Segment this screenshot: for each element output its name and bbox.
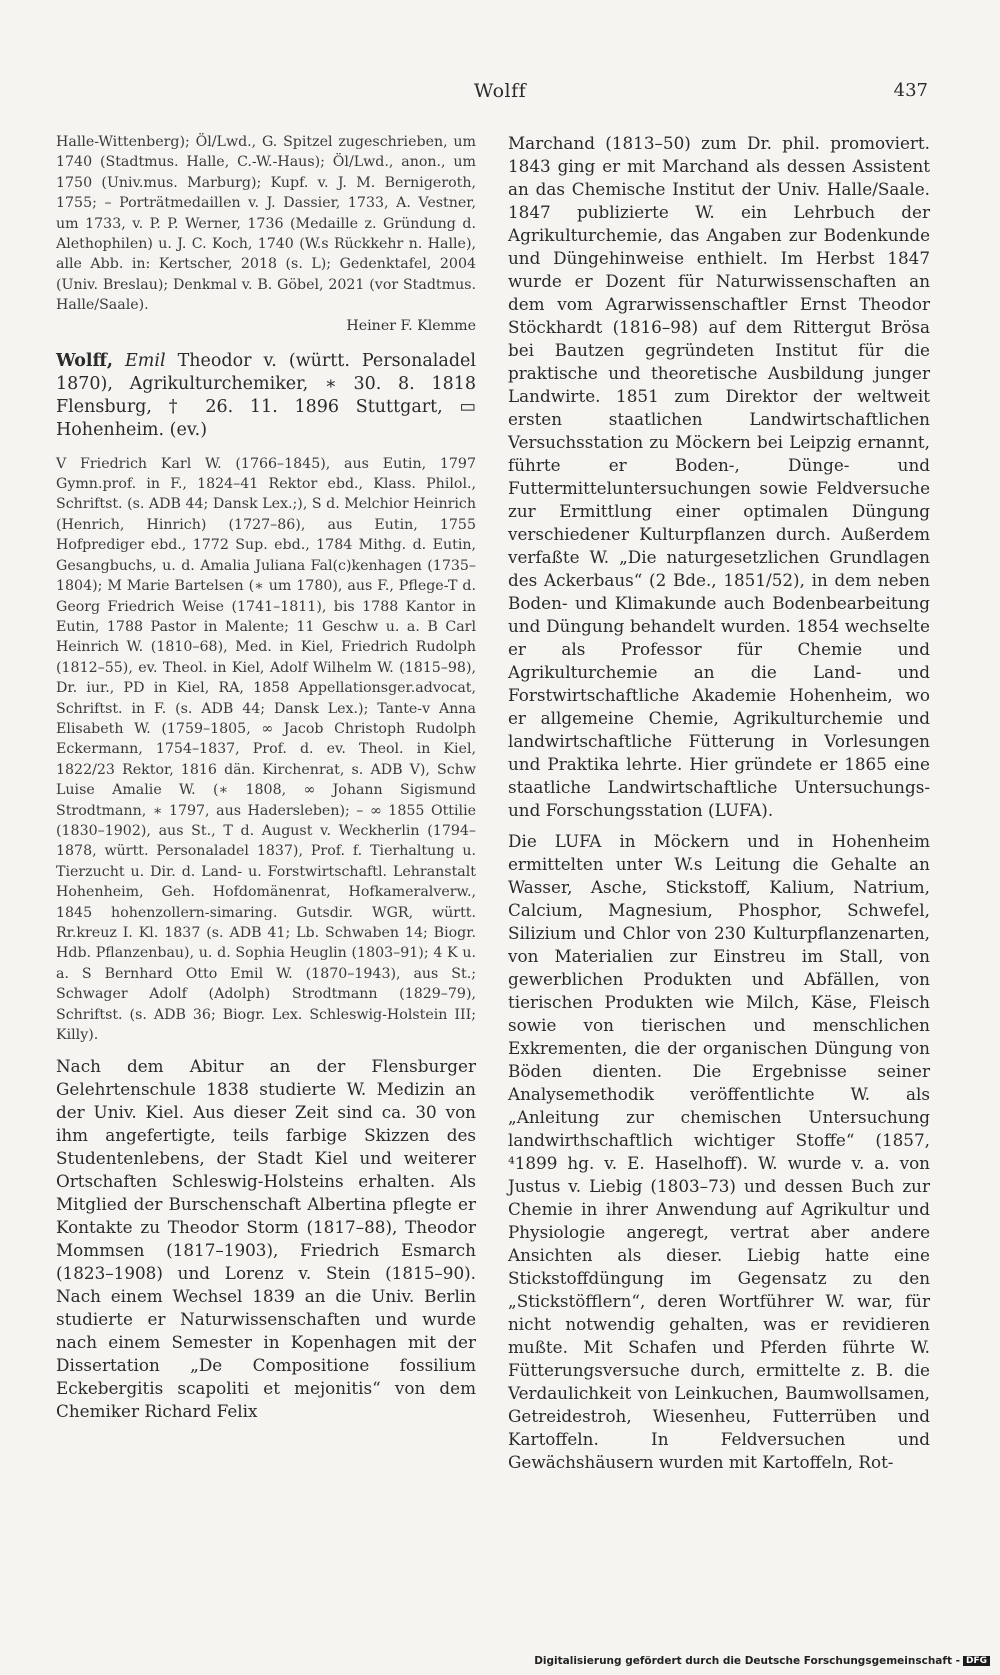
credit-text: Digitalisierung gefördert durch die Deutsche Forschungsgemeinschaft - [534, 1655, 960, 1667]
left-body [56, 1055, 476, 1423]
dfg-logo: DFG [963, 1656, 990, 1666]
digitization-credit [534, 1655, 990, 1667]
previous-entry-text: Halle-Wittenberg); Öl/Lwd., G. Spitzel zugeschrieben, um 1740 (Stadtmus. Halle, C.-W.-Haus); Öl/Lwd., anon., um 1750 (Univ.mus. Marburg); Kupf. v. J. M. Bernigeroth, 1755; – Porträtmedaillen v. J. Dassier, 1733, A. Vestner, um 1733, v. P. P. Werner, 1736 (Medaille z. Gründung d. Alethophilen) u. J. C. Koch, 1740 (W.s Rückkehr n. Halle), alle Abb. in: Kertscher, 2018 (s. L); Gedenktafel, 2004 (Univ. Breslau); Denkmal v. B. Göbel, 2021 (vor Stadtmus. Halle/Saale). [56, 134, 476, 314]
previous-entry-tail [56, 132, 476, 316]
running-title: Wolff [473, 80, 527, 102]
genealogy-block [56, 454, 476, 1046]
entry-heading [56, 350, 476, 442]
genealogy-text: V Friedrich Karl W. (1766–1845), aus Eutin, 1797 Gymn.prof. in F., 1824–41 Rektor ebd., Klass. Philol., Schriftst. (s. ADB 44; Dansk Lex.;), S d. Melchior Heinrich (Henrich, Hinrich) (1727–86), aus Eutin, 1755 Hofprediger ebd., 1772 Sup. ebd., 1784 Mithg. d. Eutin, Gesangbuchs, u. d. Amalia Juliana Fal(c)kenhagen (1735–1804); M Marie Bartelsen (∗ um 1780), aus F., Pflege-T d. Georg Friedrich Weise (1741–1811), bis 1788 Kantor in Eutin, 1788 Pastor in Malente; 11 Geschw u. a. B Carl Heinrich W. (1810–68), Med. in Kiel, Friedrich Rudolph (1812–55), ev. Theol. in Kiel, Adolf Wilhelm W. (1815–98), Dr. iur., PD in Kiel, RA, 1858 Appellationsger.advocat, Schriftst. in F. (s. ADB 44; Dansk Lex.); Tante-v Anna Elisabeth W. (1759–1805, ∞ Jacob Christoph Rudolph Eckermann, 1754–1837, Prof. d. ev. Theol. in Kiel, 1822/23 Rektor, 1816 dän. Kirchenrat, s. ADB V), Schw Luise Amalie W. (∗ 1808, ∞ Johann Sigismund Strodtmann, ∗ 1797, aus Hadersleben); – ∞ 1855 Ottilie (1830–1902), aus St., T d. August v. Weckherlin (1794–1878, württ. Personaladel 1837), Prof. f. Tierhaltung u. Tierzucht u. Dir. d. Land- u. Forstwirtschaftl. Lehranstalt Hohenheim, Geh. Hofdomänenrat, Hofkameralverw., 1845 hohenzollern-simaring. Gutsdir. WGR, württ. Rr.kreuz I. Kl. 1837 (s. ADB 41; Lb. Schwaben 14; Biogr. Hdb. Pflanzenbau), u. d. Sophia Heuglin (1803–91); 4 K u. a. S Bernhard Otto Emil W. (1870–1943), aus St.; Schwager Adolf (Adolph) Strodtmann (1829–79), Schriftst. (s. ADB 36; Biogr. Lex. Schleswig-Holstein III; Killy). [56, 455, 476, 1044]
body-paragraph: Nach dem Abitur an der Flensburger Gelehrtenschule 1838 studierte W. Medizin an der Univ. Kiel. Aus dieser Zeit sind ca. 30 von ihm angefertigte, teils farbige Skizzen des Studentenlebens, der Stadt Kiel und weiterer Ortschaften Schleswig-Holsteins erhalten. Als Mitglied der Burschenschaft Albertina pflegte er Kontakte zu Theodor Storm (1817–88), Theodor Mommsen (1817–1903), Friedrich Esmarch (1823–1908) und Lorenz v. Stein (1815–90). Nach einem Wechsel 1839 an die Univ. Berlin studierte er Naturwissenschaften und wurde nach einem Semester in Kopenhagen mit der Dissertation „De Compositione fossilium Eckebergitis scapoliti et mejonitis“ von dem Chemiker Richard Felix [56, 1056, 476, 1422]
right-body [508, 132, 930, 1474]
body-paragraph-2: Die LUFA in Möckern und in Hohenheim ermittelten unter W.s Leitung die Gehalte an Wasser, Asche, Stickstoff, Kalium, Natrium, Calcium, Magnesium, Phosphor, Schwefel, Silizium und Chlor von 230 Kulturpflanzenarten, von Materialien zur Einstreu im Stall, von gewerblichen Produkten und Abfällen, von tierischen Produkten wie Milch, Käse, Fleisch sowie von tierischen und menschlichen Exkrementen, die der organischen Düngung von Böden dienten. Die Ergebnisse seiner Analysemethodik veröffentlichte W. als „Anleitung zur chemischen Untersuchung landwirthschaftlich wichtiger Stoffe“ (1857, ⁴1899 hg. v. E. Haselhoff). W. wurde v. a. von Justus v. Liebig (1803–73) und dessen Buch zur Chemie in ihrer Anwendung auf Agrikultur und Physiologie angeregt, vertrat aber andere Ansichten als dieser. Liebig hatte eine Stickstoffdüngung im Gegensatz zu den „Stickstöfflern“, deren Wortführer W. war, für nicht notwendig gehalten, was er revidieren mußte. Mit Schafen und Pferden führte W. Fütterungsversuche durch, ermittelte z. B. die Verdaulichkeit von Leinkuchen, Baumwollsamen, Getreidestroh, Wiesenheu, Futterrüben und Kartoffeln. In Feldversuchen und Gewächshäusern wurden mit Kartoffeln, Rot- [508, 831, 930, 1472]
body-paragraph-1: Marchand (1813–50) zum Dr. phil. promoviert. 1843 ging er mit Marchand als dessen Assistent an das Chemische Institut der Univ. Halle/Saale. 1847 publizierte W. ein Lehrbuch der Agrikulturchemie, das Angaben zur Bodenkunde und Düngehinweise enthielt. Im Herbst 1847 wurde er Dozent für Naturwissenschaften an dem vom Agrarwissenschaftler Ernst Theodor Stöckhardt (1816–98) auf dem Rittergut Brösa bei Bautzen gegründeten Institut für die praktische und theoretische Ausbildung junger Landwirte. 1851 zum Direktor der weltweit ersten staatlichen Landwirtschaftlichen Versuchsstation zu Möckern bei Leipzig ernannt, führte er Boden-, Dünge- und Futtermitteluntersuchungen sowie Feldversuche zur Ermittlung einer optimalen Düngung verschiedener Kulturpflanzen durch. Außerdem verfaßte W. „Die naturgesetzlichen Grundlagen des Ackerbaus“ (2 Bde., 1851/52), in dem neben Boden- und Klimakunde auch Bodenbearbeitung und Düngung behandelt wurden. 1854 wechselte er als Professor für Chemie und Agrikulturchemie an die Land- und Forstwirtschaftliche Akademie Hohenheim, wo er allgemeine Chemie, Agrikulturchemie und landwirtschaftliche Fütterung in Vorlesungen und Praktika lehrte. Hier gründete er 1865 eine staatliche Landwirtschaftliche Untersuchungs- und Forschungsstation (LUFA). [508, 133, 930, 820]
previous-entry-author: Heiner F. Klemme [346, 317, 476, 334]
entry-given-name: Emil [125, 350, 166, 371]
entry-heading-rest: Theodor v. (württ. Personaladel 1870), Agrikulturchemiker, ∗ 30. 8. 1818 Flensburg, † 26. 11. 1896 Stuttgart, ▭ Hohenheim. (ev.) [56, 350, 476, 440]
right-column [508, 132, 930, 1474]
page-number: 437 [893, 80, 928, 101]
left-column [56, 132, 476, 1423]
entry-surname: Wolff, [56, 350, 114, 371]
page-header [0, 80, 1000, 110]
